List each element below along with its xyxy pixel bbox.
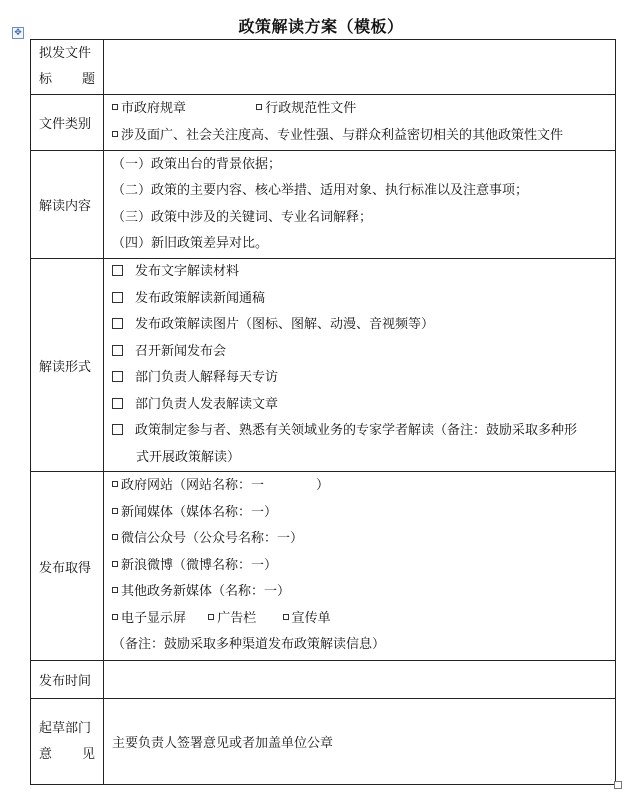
checkbox-icon[interactable] — [112, 424, 123, 435]
label-content: 解读内容 — [31, 151, 104, 259]
content-item: （一）政策出台的背景依据； — [112, 156, 282, 172]
row-publish-time — [31, 661, 616, 699]
row-file-title — [31, 40, 616, 95]
checkbox-icon[interactable] — [112, 318, 123, 329]
checkbox-icon[interactable] — [112, 614, 118, 620]
option-normative-docs[interactable]: 行政规范性文件 — [256, 101, 356, 116]
publish-option-other-media[interactable]: 其他政务新媒体（名称：一） — [112, 579, 615, 606]
content-list — [104, 151, 616, 259]
category-line2 — [112, 123, 615, 150]
publish-option-weibo[interactable]: 新浪微博（微博名称：一） — [112, 553, 615, 580]
form-option[interactable]: 部门负责人发表解读文章 — [112, 392, 615, 419]
form-option[interactable]: 召开新闻发布会 — [112, 339, 615, 366]
publish-option-board[interactable]: 广告栏 — [208, 611, 256, 626]
checkbox-icon[interactable] — [112, 265, 123, 276]
publish-option-news-media[interactable]: 新闻媒体（媒体名称：一） — [112, 500, 615, 527]
table-move-handle-icon[interactable]: ✥ — [12, 27, 24, 39]
publish-option-gov-site[interactable]: 政府网站（网站名称：一 ） — [112, 473, 615, 500]
category-line1 — [112, 96, 615, 123]
checkbox-icon[interactable] — [112, 371, 123, 382]
option-municipal-rules[interactable]: 市政府规章 — [112, 101, 186, 116]
file-title-field[interactable] — [104, 40, 616, 95]
checkbox-icon[interactable] — [112, 508, 118, 514]
form-option[interactable]: 发布政策解读新闻通稿 — [112, 286, 615, 313]
table-resize-handle-icon[interactable] — [614, 781, 622, 789]
checkbox-icon[interactable] — [112, 131, 118, 137]
row-publish — [31, 472, 616, 661]
form-option[interactable]: 发布政策解读图片（图标、图解、动漫、音视频等） — [112, 312, 615, 339]
label-file-title — [31, 40, 104, 95]
publish-option-screen[interactable]: 电子显示屏 — [112, 611, 186, 626]
checkbox-icon[interactable] — [112, 587, 118, 593]
label-opinion-line2 — [39, 742, 95, 768]
checkbox-icon[interactable] — [112, 534, 118, 540]
checkbox-icon[interactable] — [283, 614, 289, 620]
publish-note: （备注：鼓励采取多种渠道发布政策解读信息） — [112, 637, 386, 653]
opinion-field[interactable]: 主要负责人签署意见或者加盖单位公章 — [104, 699, 616, 785]
checkbox-icon[interactable] — [112, 345, 123, 356]
row-category — [31, 95, 616, 151]
label-file-title-line1: 拟发文件 — [39, 46, 92, 61]
label-form: 解读形式 — [31, 259, 104, 472]
policy-form-table — [30, 39, 616, 785]
document-title: 政策解读方案（模板） — [238, 17, 404, 36]
label-char: 题 — [81, 72, 95, 87]
content-item: （三）政策中涉及的关键词、专业名词解释； — [112, 209, 373, 225]
publish-time-field[interactable] — [104, 661, 616, 699]
row-opinion — [31, 699, 616, 785]
checkbox-icon[interactable] — [112, 561, 118, 567]
form-option[interactable]: 发布文字解读材料 — [112, 259, 615, 286]
checkbox-icon[interactable] — [208, 614, 214, 620]
form-option[interactable]: 部门负责人解释每天专访 — [112, 365, 615, 392]
label-char: 意 — [39, 746, 53, 762]
label-char: 见 — [81, 746, 95, 762]
checkbox-icon[interactable] — [112, 104, 118, 110]
publish-option-flyer[interactable]: 宣传单 — [283, 611, 331, 626]
label-opinion-line1: 起草部门 — [39, 720, 92, 736]
form-options — [104, 259, 616, 472]
form-option-expert[interactable]: 政策制定参与者、熟悉有关领域业务的专家学者解读（备注：鼓励采取多种形 — [112, 418, 615, 445]
row-content — [31, 151, 616, 259]
content-item: （四）新旧政策差异对比。 — [112, 236, 269, 251]
label-opinion — [31, 699, 104, 785]
category-options — [104, 95, 616, 151]
checkbox-icon[interactable] — [112, 292, 123, 303]
label-category: 文件类别 — [31, 95, 104, 151]
checkbox-icon[interactable] — [112, 398, 123, 409]
publish-options — [104, 472, 616, 661]
row-form — [31, 259, 616, 472]
checkbox-icon[interactable] — [256, 104, 262, 110]
label-file-title-line2 — [39, 67, 95, 93]
content-item: （二）政策的主要内容、核心举措、适用对象、执行标准以及注意事项； — [112, 183, 529, 198]
label-char: 标 — [39, 72, 53, 87]
form-option-expert-cont: 式开展政策解读） — [136, 449, 241, 465]
label-publish-time: 发布时间 — [31, 661, 104, 699]
publish-option-wechat[interactable]: 微信公众号（公众号名称：一） — [112, 526, 615, 553]
option-other-policy[interactable]: 涉及面广、社会关注度高、专业性强、与群众利益密切相关的其他政策性文件 — [112, 128, 563, 143]
publish-options-misc — [112, 606, 615, 633]
checkbox-icon[interactable] — [112, 481, 118, 487]
label-publish: 发布取得 — [31, 472, 104, 661]
